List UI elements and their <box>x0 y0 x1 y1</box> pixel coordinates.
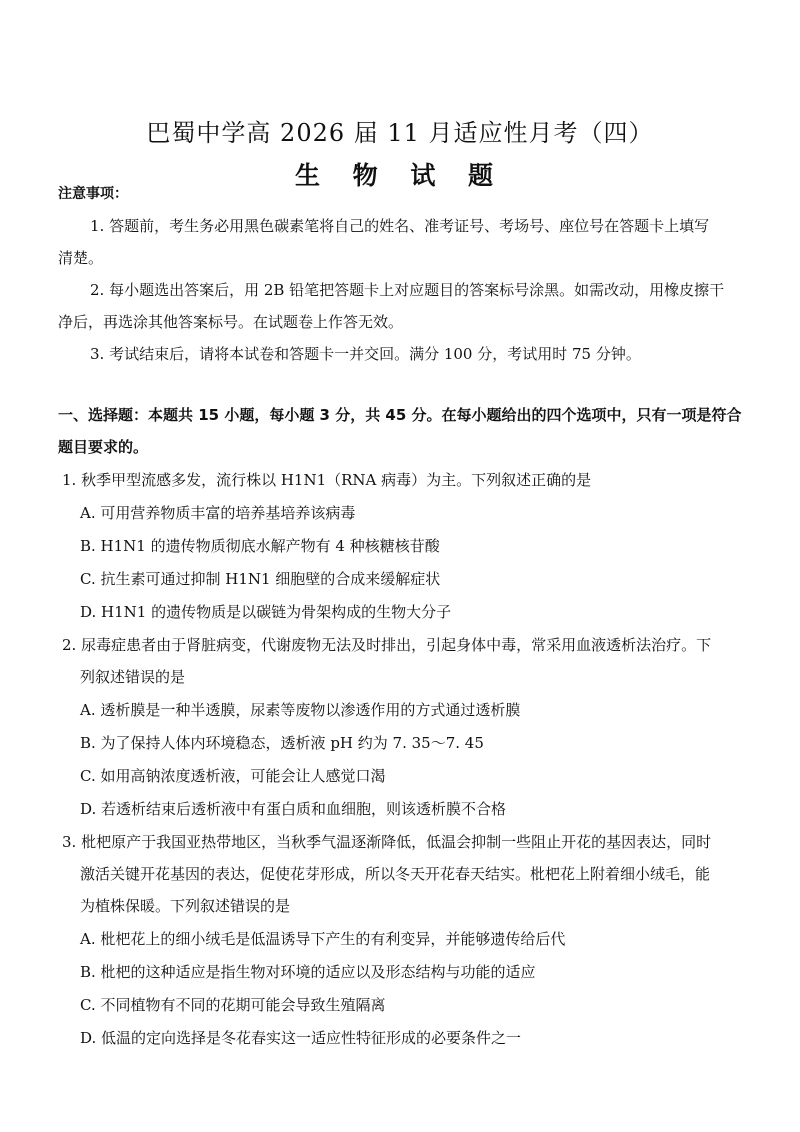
question-1-option-d: D. H1N1 的遗传物质是以碳链为骨架构成的生物大分子 <box>80 603 452 621</box>
question-3-stem: 3. 枇杷原产于我国亚热带地区，当秋季气温逐渐降低，低温会抑制一些阻止开花的基因表达，同时 <box>62 833 712 851</box>
question-2-option-b: B. 为了保持人体内环境稳态，透析液 pH 约为 7. 35～7. 45 <box>80 734 484 752</box>
question-2-option-a: A. 透析膜是一种半透膜，尿素等废物以渗透作用的方式通过透析膜 <box>80 701 521 719</box>
question-2-stem: 2. 尿毒症患者由于肾脏病变，代谢废物无法及时排出，引起身体中毒，常采用血液透析法治疗。下 <box>62 636 712 654</box>
question-2-option-c: C. 如用高钠浓度透析液，可能会让人感觉口渴 <box>80 767 386 785</box>
section-heading-cont: 题目要求的。 <box>58 438 149 456</box>
question-2-option-d: D. 若透析结束后透析液中有蛋白质和血细胞，则该透析膜不合格 <box>80 800 507 818</box>
question-3-stem-cont-2: 为植株保暖。下列叙述错误的是 <box>80 897 291 915</box>
notice-item-1-cont: 清楚。 <box>58 249 104 267</box>
question-1-stem: 1. 秋季甲型流感多发，流行株以 H1N1（RNA 病毒）为主。下列叙述正确的是 <box>62 471 592 489</box>
notice-item-2-cont: 净后，再选涂其他答案标号。在试题卷上作答无效。 <box>58 313 404 331</box>
question-3-option-d: D. 低温的定向选择是冬花春实这一适应性特征形成的必要条件之一 <box>80 1029 522 1047</box>
question-3-option-b: B. 枇杷的这种适应是指生物对环境的适应以及形态结构与功能的适应 <box>80 963 536 981</box>
question-1-option-b: B. H1N1 的遗传物质彻底水解产物有 4 种核糖核苷酸 <box>80 537 440 555</box>
question-3-option-c: C. 不同植物有不同的花期可能会导致生殖隔离 <box>80 996 386 1014</box>
exam-title: 巴蜀中学高 2026 届 11 月适应性月考（四） <box>146 119 654 147</box>
subject-title: 生 物 试 题 <box>294 161 506 190</box>
notice-item-1: 1. 答题前，考生务必用黑色碳素笔将自己的姓名、准考证号、考场号、座位号在答题卡上填写 <box>90 217 710 235</box>
notice-item-2: 2. 每小题选出答案后，用 2B 铅笔把答题卡上对应题目的答案标号涂黑。如需改动，用橡皮擦干 <box>90 281 725 299</box>
section-heading: 一、选择题：本题共 15 小题，每小题 3 分，共 45 分。在每小题给出的四个选项中，只有一项是符合 <box>58 406 742 424</box>
notice-item-3: 3. 考试结束后，请将本试卷和答题卡一并交回。满分 100 分，考试用时 75 分钟。 <box>90 345 641 363</box>
question-3-option-a: A. 枇杷花上的细小绒毛是低温诱导下产生的有利变异，并能够遗传给后代 <box>80 930 566 948</box>
question-1-option-a: A. 可用营养物质丰富的培养基培养该病毒 <box>80 504 356 522</box>
notice-heading: 注意事项： <box>58 186 128 202</box>
question-2-stem-cont: 列叙述错误的是 <box>80 668 186 686</box>
question-3-stem-cont-1: 激活关键开花基因的表达，促使花芽形成，所以冬天开花春天结实。枇杷花上附着细小绒毛，能 <box>80 865 711 883</box>
question-1-option-c: C. 抗生素可通过抑制 H1N1 细胞壁的合成来缓解症状 <box>80 570 441 588</box>
